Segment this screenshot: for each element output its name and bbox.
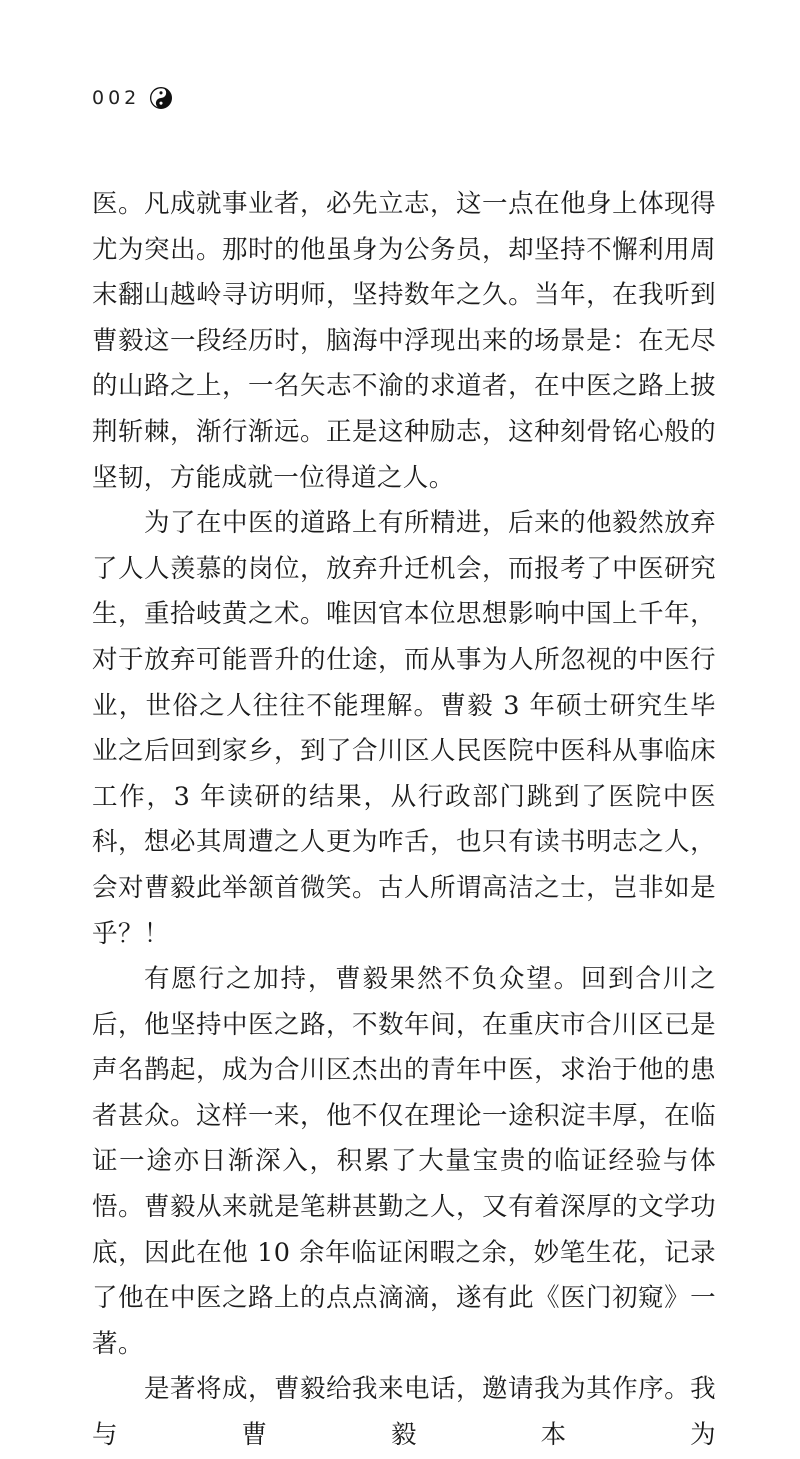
page-number: 002: [92, 87, 141, 109]
paragraph: 有愿行之加持，曹毅果然不负众望。回到合川之后，他坚持中医之路，不数年间，在重庆市合川区已是声名鹊起，成为合川区杰出的青年中医，求治于他的患者甚众。这样一来，他不仅在理论一途积淀丰厚，在临证一途亦日渐深入，积累了大量宝贵的临证经验与体悟。曹毅从来就是笔耕甚勤之人，又有着深厚的文学功底，因此在他 10 余年临证闲暇之余，妙笔生花，记录了他在中医之路上的点点滴滴，遂有此《医门初窥》一著。: [92, 964, 716, 1359]
paragraph: 是著将成，曹毅给我来电话，邀请我为其作序。我与曹毅本为: [92, 1374, 716, 1451]
paragraph-continuation: 医。凡成就事业者，必先立志，这一点在他身上体现得尤为突出。那时的他虽身为公务员，却坚持不懈利用周末翻山越岭寻访明师，坚持数年之久。当年，在我听到曹毅这一段经历时，脑海中浮现出来的场景是：在无尽的山路之上，一名矢志不渝的求道者，在中医之路上披荆斩棘，渐行渐远。正是这种励志，这种刻骨铭心般的坚韧，方能成就一位得道之人。: [92, 189, 716, 493]
paragraph: 为了在中医的道路上有所精进，后来的他毅然放弃了人人羡慕的岗位，放弃升迁机会，而报考了中医研究生，重拾岐黄之术。唯因官本位思想影响中国上千年，对于放弃可能晋升的仕途，而从事为人所忽视的中医行业，世俗之人往往不能理解。曹毅 3 年硕士研究生毕业之后回到家乡，到了合川区人民医院中医科从事临床工作，3 年读研的结果，从行政部门跳到了医院中医科，想必其周遭之人更为咋舌，也只有读书明志之人，会对曹毅此举颔首微笑。古人所谓高洁之士，岂非如是乎？！: [92, 508, 716, 949]
body-text: [92, 182, 716, 1459]
page-header: [92, 84, 172, 112]
yin-yang-icon: [150, 87, 172, 109]
